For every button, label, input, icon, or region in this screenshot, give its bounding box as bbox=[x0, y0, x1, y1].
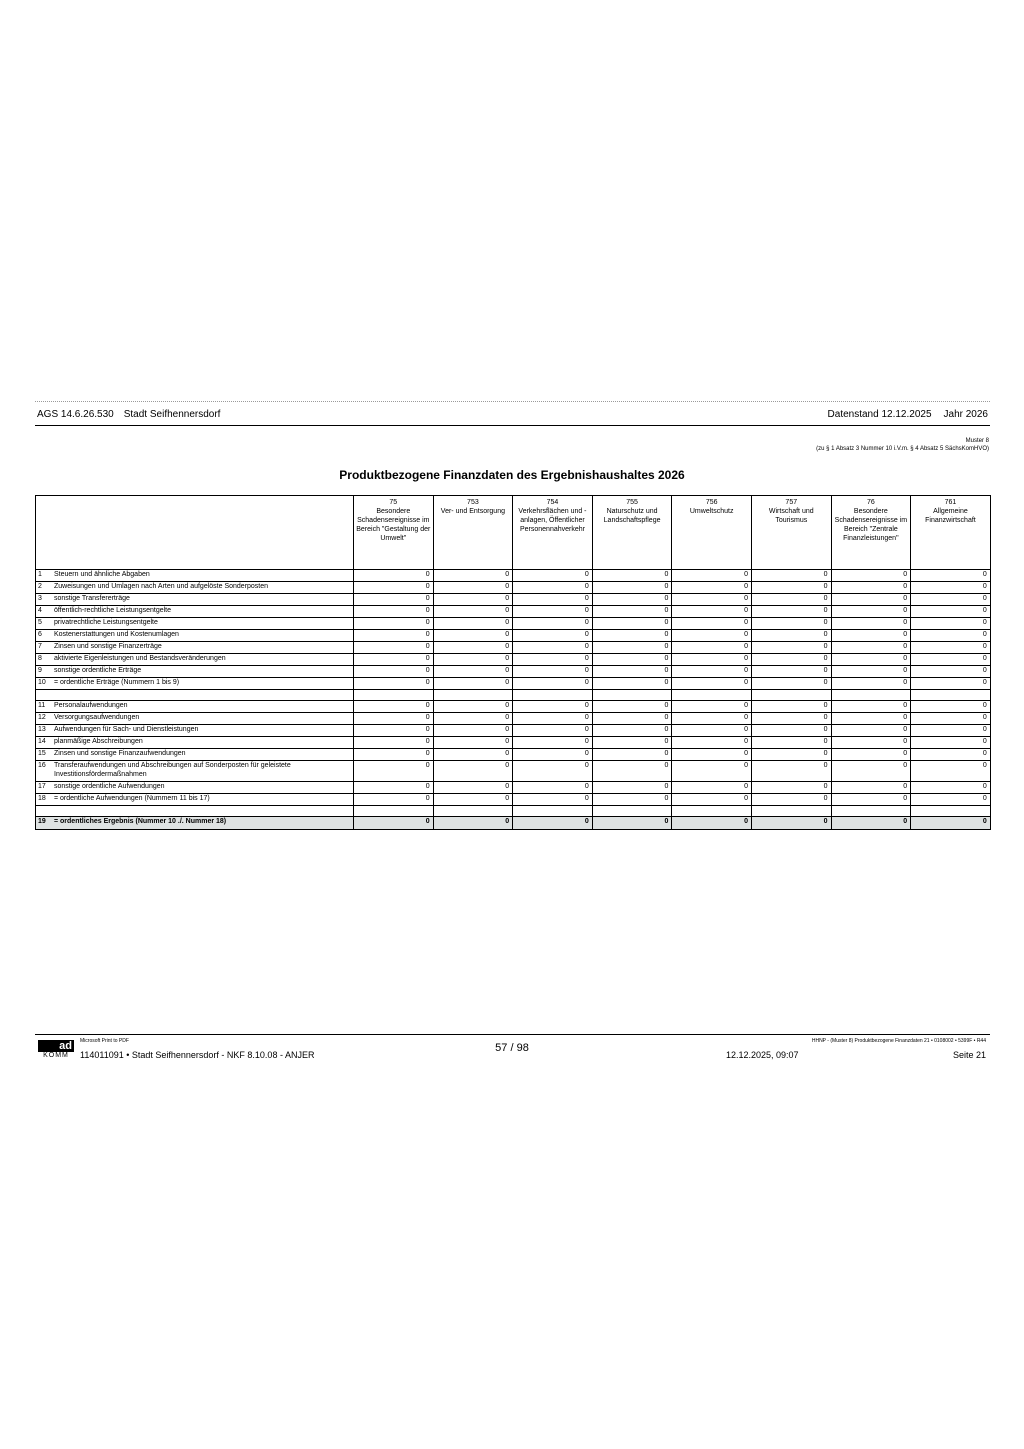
row-number: 1 bbox=[38, 571, 42, 578]
row-label bbox=[36, 817, 354, 830]
value-cell: 0 bbox=[911, 666, 991, 678]
table-row bbox=[36, 749, 991, 761]
value-cell: 0 bbox=[751, 713, 831, 725]
table-row bbox=[36, 666, 991, 678]
row-label bbox=[36, 606, 354, 618]
row-label bbox=[36, 782, 354, 794]
value-cell: 0 bbox=[433, 725, 513, 737]
value-cell: 0 bbox=[911, 713, 991, 725]
column-header: 755 Naturschutz und Landschaftspflege bbox=[592, 496, 672, 570]
row-label bbox=[36, 713, 354, 725]
table-row bbox=[36, 594, 991, 606]
value-cell: 0 bbox=[513, 782, 593, 794]
value-cell: 0 bbox=[592, 654, 672, 666]
value-cell bbox=[751, 690, 831, 701]
label-column-header bbox=[36, 496, 354, 570]
value-cell: 0 bbox=[672, 782, 752, 794]
value-cell: 0 bbox=[592, 725, 672, 737]
value-cell: 0 bbox=[911, 761, 991, 782]
value-cell: 0 bbox=[911, 725, 991, 737]
value-cell: 0 bbox=[831, 666, 911, 678]
value-cell: 0 bbox=[911, 701, 991, 713]
value-cell: 0 bbox=[513, 606, 593, 618]
value-cell: 0 bbox=[433, 713, 513, 725]
row-number: 14 bbox=[38, 738, 46, 745]
value-cell bbox=[592, 806, 672, 817]
value-cell: 0 bbox=[592, 737, 672, 749]
row-number: 4 bbox=[38, 607, 42, 614]
value-cell: 0 bbox=[751, 594, 831, 606]
value-cell: 0 bbox=[751, 654, 831, 666]
value-cell: 0 bbox=[433, 761, 513, 782]
row-text: Zuweisungen und Umlagen nach Arten und aufgelöste Sonderposten bbox=[54, 583, 269, 590]
value-cell: 0 bbox=[354, 606, 434, 618]
table-header-row bbox=[36, 496, 991, 570]
value-cell: 0 bbox=[831, 618, 911, 630]
value-cell: 0 bbox=[354, 749, 434, 761]
value-cell: 0 bbox=[592, 749, 672, 761]
value-cell: 0 bbox=[354, 618, 434, 630]
value-cell: 0 bbox=[354, 678, 434, 690]
value-cell: 0 bbox=[831, 713, 911, 725]
value-cell bbox=[911, 806, 991, 817]
value-cell: 0 bbox=[513, 642, 593, 654]
datenstand: Datenstand 12.12.2025 bbox=[827, 409, 932, 420]
column-header: 756 Umweltschutz bbox=[672, 496, 752, 570]
print-datetime: 12.12.2025, 09:07 bbox=[726, 1050, 799, 1060]
row-label bbox=[36, 594, 354, 606]
row-number: 12 bbox=[38, 714, 46, 721]
row-text: = ordentliches Ergebnis (Nummer 10 ./. Nummer 18) bbox=[54, 818, 227, 825]
value-cell: 0 bbox=[433, 654, 513, 666]
table-row bbox=[36, 654, 991, 666]
value-cell: 0 bbox=[592, 713, 672, 725]
value-cell: 0 bbox=[513, 654, 593, 666]
value-cell: 0 bbox=[592, 630, 672, 642]
row-text: Transferaufwendungen und Abschreibungen auf Sonderposten für geleistete Investitionsfördermaßnahmen bbox=[54, 762, 291, 778]
value-cell: 0 bbox=[433, 794, 513, 806]
value-cell: 0 bbox=[354, 582, 434, 594]
value-cell: 0 bbox=[433, 817, 513, 830]
value-cell: 0 bbox=[672, 761, 752, 782]
value-cell: 0 bbox=[513, 701, 593, 713]
value-cell: 0 bbox=[831, 594, 911, 606]
value-cell: 0 bbox=[672, 642, 752, 654]
table-row bbox=[36, 794, 991, 806]
row-number: 3 bbox=[38, 595, 42, 602]
row-text: Steuern und ähnliche Abgaben bbox=[54, 571, 150, 578]
value-cell: 0 bbox=[513, 761, 593, 782]
value-cell: 0 bbox=[354, 713, 434, 725]
value-cell: 0 bbox=[672, 794, 752, 806]
footer-rule bbox=[35, 1034, 990, 1035]
value-cell: 0 bbox=[433, 749, 513, 761]
value-cell bbox=[831, 806, 911, 817]
row-label bbox=[36, 642, 354, 654]
header-right bbox=[828, 409, 988, 420]
value-cell: 0 bbox=[354, 761, 434, 782]
header-rule bbox=[35, 425, 990, 426]
value-cell: 0 bbox=[751, 570, 831, 582]
value-cell: 0 bbox=[354, 794, 434, 806]
value-cell: 0 bbox=[911, 630, 991, 642]
value-cell bbox=[911, 690, 991, 701]
ags-code: AGS 14.6.26.530 bbox=[37, 409, 114, 420]
value-cell: 0 bbox=[354, 737, 434, 749]
value-cell bbox=[433, 806, 513, 817]
value-cell: 0 bbox=[592, 606, 672, 618]
column-header: 753 Ver- und Entsorgung bbox=[433, 496, 513, 570]
row-label bbox=[36, 701, 354, 713]
row-text: sonstige Transfererträge bbox=[54, 595, 130, 602]
value-cell: 0 bbox=[831, 678, 911, 690]
value-cell: 0 bbox=[592, 678, 672, 690]
column-header: 754 Verkehrsflächen und -anlagen, Öffentlicher Personennahverkehr bbox=[513, 496, 593, 570]
value-cell: 0 bbox=[433, 737, 513, 749]
value-cell bbox=[513, 690, 593, 701]
table-row bbox=[36, 642, 991, 654]
value-cell bbox=[672, 690, 752, 701]
column-header: 757 Wirtschaft und Tourismus bbox=[751, 496, 831, 570]
printer-name: Microsoft Print to PDF bbox=[80, 1038, 129, 1044]
row-label bbox=[36, 806, 354, 817]
row-label bbox=[36, 678, 354, 690]
value-cell: 0 bbox=[433, 642, 513, 654]
row-text: = ordentliche Aufwendungen (Nummern 11 bis 17) bbox=[54, 795, 210, 802]
value-cell: 0 bbox=[831, 701, 911, 713]
row-label bbox=[36, 690, 354, 701]
value-cell: 0 bbox=[911, 594, 991, 606]
row-number: 18 bbox=[38, 795, 46, 802]
value-cell: 0 bbox=[751, 737, 831, 749]
value-cell: 0 bbox=[592, 666, 672, 678]
value-cell: 0 bbox=[911, 618, 991, 630]
value-cell: 0 bbox=[672, 737, 752, 749]
value-cell: 0 bbox=[433, 701, 513, 713]
value-cell bbox=[513, 806, 593, 817]
row-label bbox=[36, 582, 354, 594]
value-cell: 0 bbox=[672, 701, 752, 713]
result-row bbox=[36, 817, 991, 830]
spacer-row bbox=[36, 690, 991, 701]
value-cell: 0 bbox=[592, 642, 672, 654]
value-cell bbox=[592, 690, 672, 701]
row-label bbox=[36, 630, 354, 642]
document-id: 114011091 • Stadt Seifhennersdorf - NKF 8.10.08 - ANJER bbox=[80, 1050, 315, 1060]
row-number: 10 bbox=[38, 679, 46, 686]
row-text: aktivierte Eigenleistungen und Bestandsveränderungen bbox=[54, 655, 226, 662]
value-cell bbox=[831, 690, 911, 701]
value-cell: 0 bbox=[751, 582, 831, 594]
table-row bbox=[36, 582, 991, 594]
value-cell: 0 bbox=[672, 582, 752, 594]
value-cell: 0 bbox=[831, 794, 911, 806]
value-cell: 0 bbox=[751, 725, 831, 737]
table-row bbox=[36, 618, 991, 630]
page-header bbox=[37, 409, 988, 423]
muster-line-2: (zu § 1 Absatz 3 Nummer 10 i.V.m. § 4 Absatz 5 SächsKomHVO) bbox=[816, 446, 989, 452]
table-row bbox=[36, 761, 991, 782]
value-cell: 0 bbox=[513, 594, 593, 606]
row-label bbox=[36, 725, 354, 737]
value-cell: 0 bbox=[592, 618, 672, 630]
value-cell: 0 bbox=[672, 749, 752, 761]
row-text: Zinsen und sonstige Finanzaufwendungen bbox=[54, 750, 186, 757]
value-cell: 0 bbox=[354, 666, 434, 678]
page-counter: 57 / 98 bbox=[495, 1042, 529, 1054]
value-cell: 0 bbox=[433, 666, 513, 678]
table-row bbox=[36, 606, 991, 618]
value-cell bbox=[433, 690, 513, 701]
value-cell: 0 bbox=[751, 666, 831, 678]
value-cell: 0 bbox=[831, 630, 911, 642]
row-text: Personalaufwendungen bbox=[54, 702, 128, 709]
value-cell: 0 bbox=[672, 630, 752, 642]
spacer-row bbox=[36, 806, 991, 817]
value-cell: 0 bbox=[433, 618, 513, 630]
row-label bbox=[36, 761, 354, 782]
row-label bbox=[36, 737, 354, 749]
table-row bbox=[36, 701, 991, 713]
table-row bbox=[36, 737, 991, 749]
value-cell: 0 bbox=[592, 701, 672, 713]
row-number: 6 bbox=[38, 631, 42, 638]
row-number: 5 bbox=[38, 619, 42, 626]
value-cell: 0 bbox=[672, 725, 752, 737]
row-text: sonstige ordentliche Erträge bbox=[54, 667, 142, 674]
finance-table bbox=[35, 495, 991, 830]
table-row bbox=[36, 630, 991, 642]
table-row bbox=[36, 782, 991, 794]
page-number: Seite 21 bbox=[952, 1050, 986, 1060]
value-cell: 0 bbox=[433, 630, 513, 642]
value-cell: 0 bbox=[911, 678, 991, 690]
value-cell: 0 bbox=[513, 570, 593, 582]
value-cell: 0 bbox=[751, 817, 831, 830]
value-cell: 0 bbox=[513, 666, 593, 678]
row-label bbox=[36, 654, 354, 666]
value-cell: 0 bbox=[433, 678, 513, 690]
value-cell: 0 bbox=[513, 749, 593, 761]
value-cell: 0 bbox=[831, 749, 911, 761]
value-cell: 0 bbox=[354, 654, 434, 666]
value-cell: 0 bbox=[751, 701, 831, 713]
value-cell: 0 bbox=[831, 737, 911, 749]
value-cell: 0 bbox=[592, 794, 672, 806]
value-cell: 0 bbox=[354, 725, 434, 737]
column-header: 76 Besondere Schadensereignisse im Bereich "Zentrale Finanzleistungen" bbox=[831, 496, 911, 570]
value-cell: 0 bbox=[513, 618, 593, 630]
value-cell: 0 bbox=[831, 606, 911, 618]
row-text: Kostenerstattungen und Kostenumlagen bbox=[54, 631, 179, 638]
value-cell: 0 bbox=[513, 794, 593, 806]
report-id: HHNP - (Muster 8) Produktbezogene Finanzdaten 21 • 0108002 • 5399F • R44 bbox=[811, 1038, 986, 1044]
value-cell: 0 bbox=[354, 817, 434, 830]
value-cell: 0 bbox=[592, 582, 672, 594]
value-cell: 0 bbox=[433, 582, 513, 594]
value-cell: 0 bbox=[831, 782, 911, 794]
row-number: 17 bbox=[38, 783, 46, 790]
value-cell: 0 bbox=[911, 737, 991, 749]
page-title: Produktbezogene Finanzdaten des Ergebnishaushaltes 2026 bbox=[339, 468, 685, 482]
value-cell: 0 bbox=[513, 737, 593, 749]
value-cell: 0 bbox=[354, 630, 434, 642]
value-cell: 0 bbox=[354, 594, 434, 606]
value-cell: 0 bbox=[433, 782, 513, 794]
city-name: Stadt Seifhennersdorf bbox=[123, 409, 221, 420]
value-cell: 0 bbox=[513, 582, 593, 594]
value-cell: 0 bbox=[911, 582, 991, 594]
value-cell: 0 bbox=[672, 817, 752, 830]
logo-ad: ad bbox=[38, 1040, 74, 1052]
value-cell bbox=[751, 806, 831, 817]
value-cell: 0 bbox=[433, 570, 513, 582]
row-label bbox=[36, 794, 354, 806]
value-cell: 0 bbox=[354, 642, 434, 654]
value-cell: 0 bbox=[911, 749, 991, 761]
row-text: = ordentliche Erträge (Nummern 1 bis 9) bbox=[54, 679, 180, 686]
value-cell: 0 bbox=[433, 606, 513, 618]
value-cell: 0 bbox=[911, 570, 991, 582]
value-cell: 0 bbox=[751, 618, 831, 630]
value-cell: 0 bbox=[911, 606, 991, 618]
value-cell: 0 bbox=[751, 678, 831, 690]
table-row bbox=[36, 713, 991, 725]
value-cell bbox=[354, 690, 434, 701]
logo-komm: KOMM bbox=[43, 1052, 69, 1059]
muster-line-1: Muster 8 bbox=[965, 438, 989, 444]
value-cell: 0 bbox=[672, 713, 752, 725]
value-cell: 0 bbox=[751, 794, 831, 806]
row-text: Aufwendungen für Sach- und Dienstleistungen bbox=[54, 726, 199, 733]
value-cell: 0 bbox=[592, 761, 672, 782]
value-cell: 0 bbox=[831, 654, 911, 666]
value-cell: 0 bbox=[911, 817, 991, 830]
value-cell: 0 bbox=[831, 761, 911, 782]
row-number: 8 bbox=[38, 655, 42, 662]
row-text: planmäßige Abschreibungen bbox=[54, 738, 143, 745]
column-header: 75 Besondere Schadensereignisse im Bereich "Gestaltung der Umwelt" bbox=[354, 496, 434, 570]
value-cell: 0 bbox=[513, 630, 593, 642]
value-cell: 0 bbox=[513, 713, 593, 725]
value-cell: 0 bbox=[751, 761, 831, 782]
row-text: privatrechtliche Leistungsentgelte bbox=[54, 619, 158, 626]
value-cell: 0 bbox=[672, 654, 752, 666]
table-row bbox=[36, 678, 991, 690]
value-cell: 0 bbox=[354, 782, 434, 794]
value-cell: 0 bbox=[911, 782, 991, 794]
value-cell: 0 bbox=[592, 570, 672, 582]
value-cell: 0 bbox=[911, 654, 991, 666]
row-text: Versorgungsaufwendungen bbox=[54, 714, 140, 721]
value-cell: 0 bbox=[672, 666, 752, 678]
row-text: öffentlich-rechtliche Leistungsentgelte bbox=[54, 607, 172, 614]
row-label bbox=[36, 570, 354, 582]
value-cell: 0 bbox=[672, 606, 752, 618]
muster-note bbox=[816, 437, 989, 453]
top-dotted-rule bbox=[35, 401, 990, 402]
value-cell: 0 bbox=[831, 642, 911, 654]
value-cell bbox=[354, 806, 434, 817]
value-cell: 0 bbox=[751, 749, 831, 761]
value-cell bbox=[672, 806, 752, 817]
row-number: 11 bbox=[38, 702, 46, 709]
value-cell: 0 bbox=[513, 817, 593, 830]
table-row bbox=[36, 725, 991, 737]
row-number: 15 bbox=[38, 750, 46, 757]
header-left bbox=[37, 409, 220, 420]
value-cell: 0 bbox=[751, 606, 831, 618]
row-number: 16 bbox=[38, 762, 46, 769]
value-cell: 0 bbox=[672, 594, 752, 606]
row-label bbox=[36, 666, 354, 678]
row-number: 13 bbox=[38, 726, 46, 733]
row-number: 9 bbox=[38, 667, 42, 674]
value-cell: 0 bbox=[592, 594, 672, 606]
row-label bbox=[36, 618, 354, 630]
value-cell: 0 bbox=[831, 570, 911, 582]
value-cell: 0 bbox=[831, 725, 911, 737]
row-label bbox=[36, 749, 354, 761]
value-cell: 0 bbox=[672, 618, 752, 630]
row-number: 7 bbox=[38, 643, 42, 650]
value-cell: 0 bbox=[513, 725, 593, 737]
value-cell: 0 bbox=[911, 642, 991, 654]
value-cell: 0 bbox=[592, 782, 672, 794]
value-cell: 0 bbox=[751, 782, 831, 794]
value-cell: 0 bbox=[592, 817, 672, 830]
value-cell: 0 bbox=[751, 630, 831, 642]
jahr: Jahr 2026 bbox=[943, 409, 988, 420]
column-header: 761 Allgemeine Finanzwirtschaft bbox=[911, 496, 991, 570]
value-cell: 0 bbox=[911, 794, 991, 806]
value-cell: 0 bbox=[433, 594, 513, 606]
row-text: Zinsen und sonstige Finanzerträge bbox=[54, 643, 162, 650]
value-cell: 0 bbox=[672, 678, 752, 690]
table-row bbox=[36, 570, 991, 582]
row-text: sonstige ordentliche Aufwendungen bbox=[54, 783, 165, 790]
value-cell: 0 bbox=[751, 642, 831, 654]
row-number: 19 bbox=[38, 818, 46, 825]
value-cell: 0 bbox=[354, 701, 434, 713]
value-cell: 0 bbox=[831, 817, 911, 830]
value-cell: 0 bbox=[354, 570, 434, 582]
value-cell: 0 bbox=[831, 582, 911, 594]
value-cell: 0 bbox=[513, 678, 593, 690]
row-number: 2 bbox=[38, 583, 42, 590]
value-cell: 0 bbox=[672, 570, 752, 582]
